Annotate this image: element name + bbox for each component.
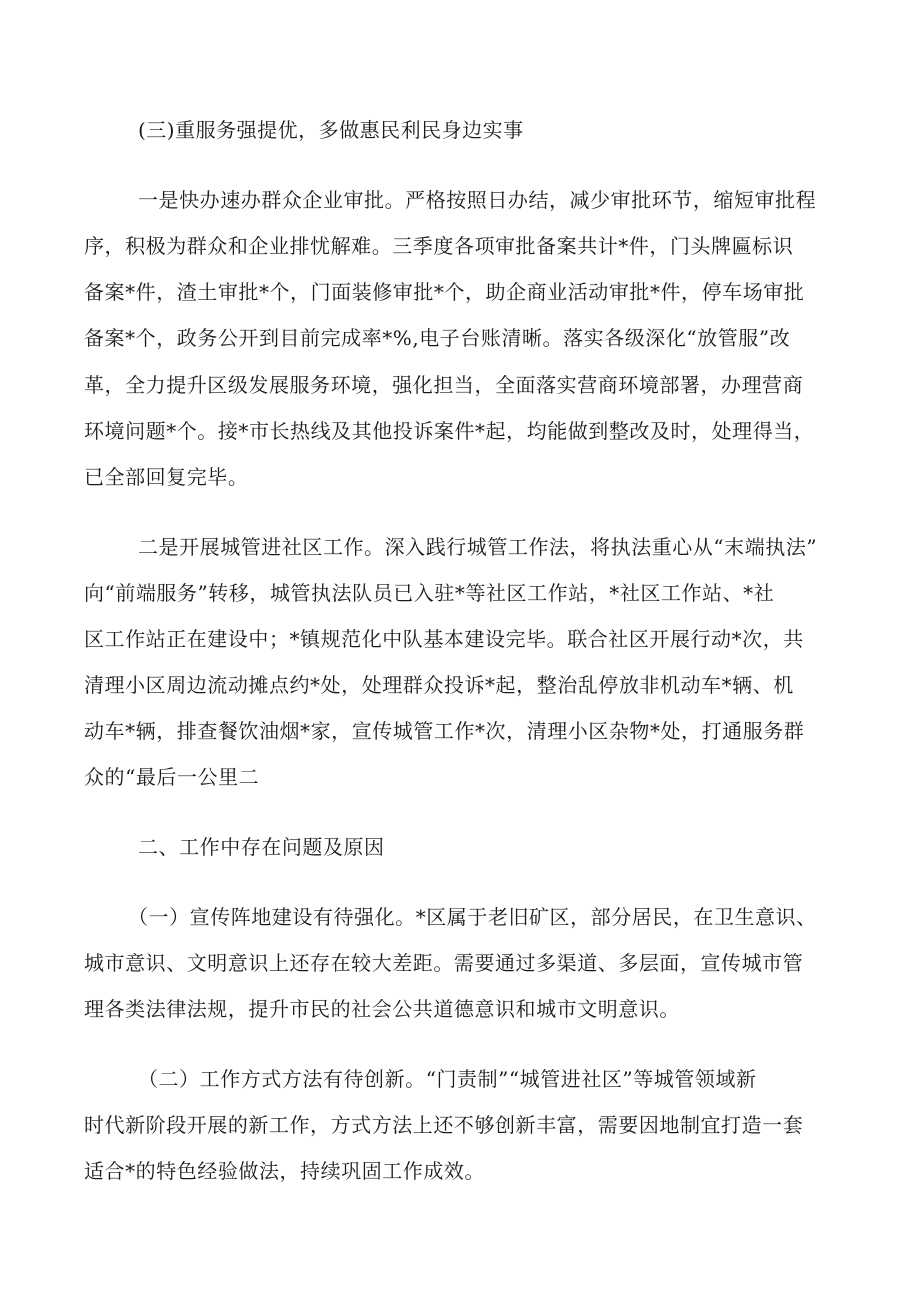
paragraph-line: 适合*的特色经验做法，持续巩固工作成效。 xyxy=(84,1159,485,1183)
paragraph-line: 理各类法律法规，提升市民的社会公共道德意识和城市文明意识。 xyxy=(84,997,680,1021)
paragraph-line: 区工作站正在建设中；*镇规范化中队基本建设完毕。联合社区开展行动*次，共 xyxy=(84,627,804,651)
paragraph-line: （一）宣传阵地建设有待强化。*区属于老旧矿区，部分居民，在卫生意识、 xyxy=(128,905,817,929)
paragraph-line: 二是开展城管进社区工作。深入践行城管工作法，将执法重心从“末端执法” xyxy=(138,535,818,559)
section-heading: 二、工作中存在问题及原因 xyxy=(138,835,385,859)
paragraph-line: 革，全力提升区级发展服务环境，强化担当，全面落实营商环境部署，办理营商 xyxy=(84,373,804,397)
paragraph-line: 清理小区周边流动摊点约*处，处理群众投诉*起，整治乱停放非机动车*辆、机 xyxy=(84,673,794,697)
paragraph-line: 序，积极为群众和企业排忧解难。三季度各项审批备案共计*件，门头牌匾标识 xyxy=(84,234,794,258)
paragraph-line: 一是快办速办群众企业审批。严格按照日办结，减少审批环节，缩短审批程 xyxy=(138,188,817,212)
paragraph-line: 众的“最后一公里二 xyxy=(84,765,260,789)
paragraph-line: 已全部回复完毕。 xyxy=(84,465,249,489)
paragraph-line: 城市意识、文明意识上还存在较大差距。需要通过多渠道、多层面，宣传城市管 xyxy=(84,951,804,975)
paragraph-line: 动车*辆，排查餐饮油烟*家，宣传城管工作*次，清理小区杂物*处，打通服务群 xyxy=(84,719,805,743)
section-subheading: (三)重服务强提优，多做惠民利民身边实事 xyxy=(138,118,524,142)
paragraph-line: 环境问题*个。接*市长热线及其他投诉案件*起，均能做到整改及时，处理得当， xyxy=(84,419,815,443)
paragraph-line: （二）工作方式方法有待创新。“门责制”“城管进社区”等城管领域新 xyxy=(138,1067,757,1091)
paragraph-line: 备案*件，渣土审批*个，门面装修审批*个，助企商业活动审批*件，停车场审批 xyxy=(84,280,805,304)
paragraph-line: 向“前端服务”转移，城管执法队员已入驻*等社区工作站，*社区工作站、*社 xyxy=(84,581,775,605)
paragraph-line: 时代新阶段开展的新工作，方式方法上还不够创新丰富，需要因地制宜打造一套 xyxy=(84,1113,804,1137)
paragraph-line: 备案*个，政务公开到目前完成率*%,电子台账清晰。落实各级深化“放管服”改 xyxy=(84,326,791,350)
